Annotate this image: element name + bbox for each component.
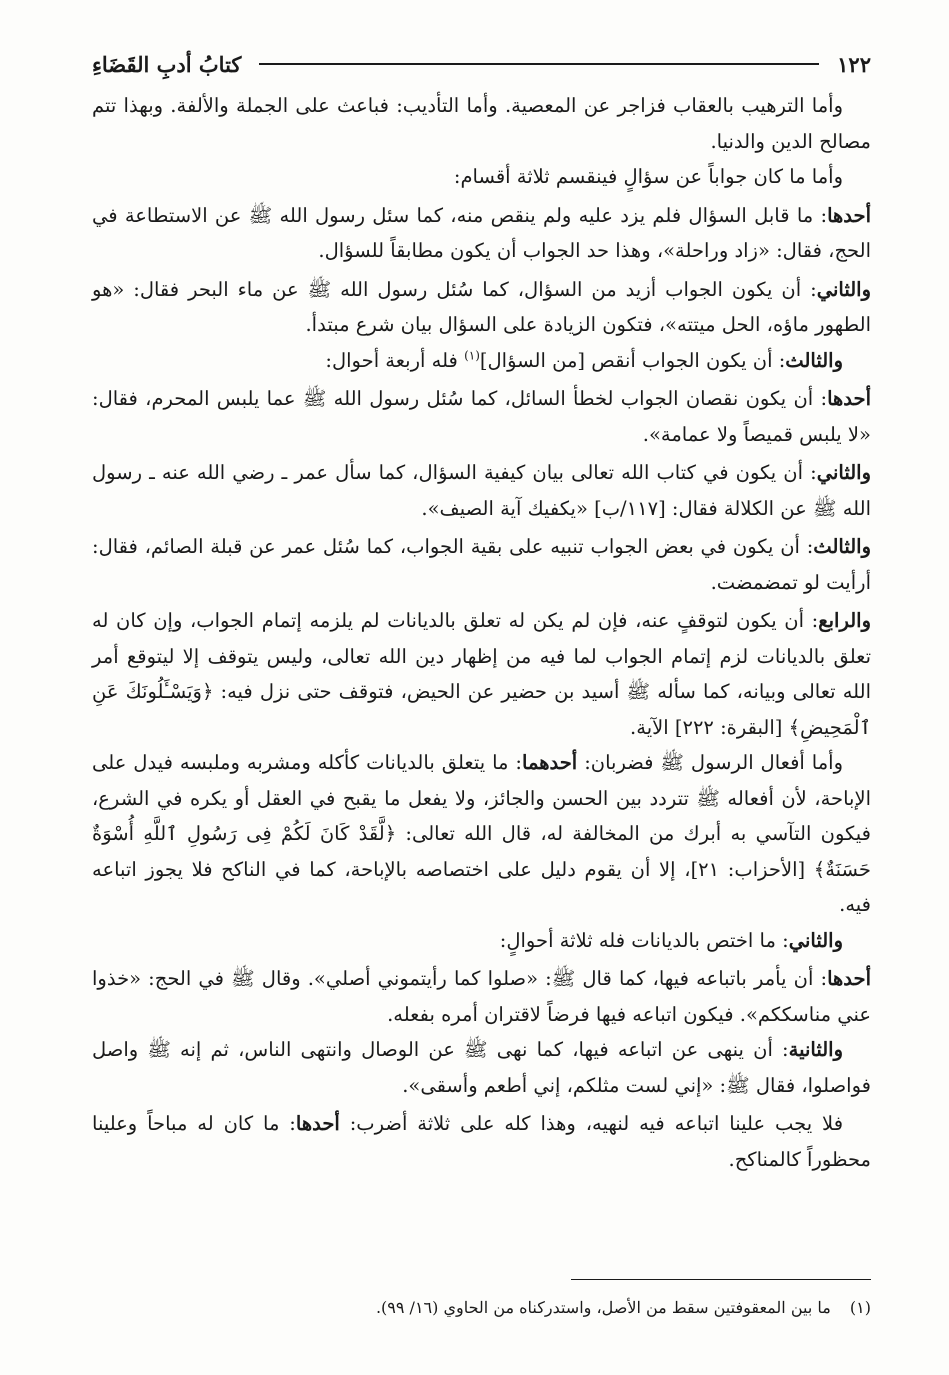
paragraph-lead: والثانية <box>788 1038 843 1061</box>
paragraph-text: : أن يكون الجواب أنقص [من السؤال] <box>479 348 786 372</box>
footnote <box>92 1295 871 1321</box>
page-number: ١٢٢ <box>837 51 871 77</box>
paragraph <box>92 159 871 195</box>
paragraph-text: : ما يتعلق بالديانات كأكله ومشربه وملبسه فيدل على الإباحة، لأن أفعاله ﷺ تتردد بين الحسن والجائز، ولا يفعل ما يقبح في العقل أو يكره في الشرع، فيكون التآسي به أبرك من المخالفة له، قال الله تعالى: ﴿لَّقَدْ كَانَ لَكُمْ فِى رَسُولِ ٱللَّهِ أُسْوَةٌ حَسَنَةٌ﴾ [الأحزاب: ٢١]، إلا أن يقوم دليل على اختصاصه بالإباحة، كما في الناكح فلا يجوز اتباعه فيه. <box>92 751 871 916</box>
paragraph-text: : أن يأمر باتباعه فيها، كما قال ﷺ: «صلوا كما رأيتموني أصلي». وقال ﷺ في الحج: «خذوا عني مناسككم». فيكون اتباعه فيها فرضاً لاقتران أمره بفعله. <box>92 967 871 1026</box>
paragraph-lead: أحدها <box>827 203 871 227</box>
paragraph-text: : أن يكون نقصان الجواب لخطأ السائل، كما سُئل رسول الله ﷺ عما يلبس المحرم، فقال: «لا يلبس قميصاً ولا عمامة». <box>92 387 871 446</box>
header-rule <box>259 63 819 65</box>
paragraph-lead: أحدهما <box>522 751 578 774</box>
footnote-marker: (١) <box>849 1298 871 1317</box>
paragraph-lead: أحدها <box>827 967 871 990</box>
paragraph <box>92 1106 871 1177</box>
paragraph-lead: والثاني <box>816 461 871 484</box>
paragraph-lead: والرابع <box>818 609 871 632</box>
paragraph-text: وأما الترهيب بالعقاب فزاجر عن المعصية. وأما التأديب: فباعث على الجملة والألفة. وبهذا تتم مصالح الدين والدنيا. <box>92 94 871 153</box>
paragraph-text: وأما ما كان جواباً عن سؤالٍ فينقسم ثلاثة أقسام: <box>453 165 843 188</box>
paragraph-text: : أن يكون لتوقفٍ عنه، فإن لم يكن له تعلق بالديانات لم يلزمه إتمام الجواب، وإن كان له تعلق بالديانات لزم إتمام الجواب لما فيه من إظهار دين الله تعالى، وليس يتوقف إلا ليتوقع أمر الله تعالى وبيانه، كما سأله ﷺ أسيد بن حضير عن الحيض، فتوقف حتى نزل فيه: ﴿وَيَسْـَٔلُونَكَ عَنِ ٱلْمَحِيضِ﴾ [البقرة: ٢٢٢] الآية. <box>92 609 871 739</box>
paragraph <box>92 529 871 600</box>
paragraph <box>92 603 871 745</box>
paragraph-text: فله أربعة أحوال: <box>325 348 465 372</box>
footnote-text: ما بين المعقوفتين سقط من الأصل، واستدركناه من الحاوي (١٦/ ٩٩). <box>375 1298 831 1317</box>
paragraph-text: فلا يجب علينا اتباعه فيه لنهيه، وهذا كله على ثلاثة أضرب: <box>339 1112 844 1135</box>
book-title: كتابُ أدبِ القَضَاءِ <box>92 51 242 77</box>
paragraph <box>92 923 871 959</box>
paragraph <box>92 88 871 159</box>
paragraph-text: : أن ينهى عن اتباعه فيها، كما نهى ﷺ عن الوصال وانتهى الناس، ثم إنه ﷺ واصل فواصلوا، فقال ﷺ: «إني لست مثلكم، إني أطعم وأسقى». <box>92 1038 871 1097</box>
paragraph <box>92 343 871 379</box>
paragraph-lead: والثاني <box>816 277 871 301</box>
paragraph-lead: والثالث <box>785 348 843 372</box>
footnote-separator <box>571 1279 871 1280</box>
paragraph-text: وأما أفعال الرسول ﷺ فضربان: <box>577 751 843 774</box>
paragraph <box>92 455 871 526</box>
paragraph <box>92 745 871 923</box>
paragraph <box>92 272 871 343</box>
paragraph-lead: أحدها <box>827 387 871 410</box>
paragraph-lead: والثالث <box>813 535 871 558</box>
page-header <box>92 44 871 84</box>
paragraph-text: : أن يكون الجواب أزيد من السؤال، كما سُئل رسول الله ﷺ عن ماء البحر فقال: «هو الطهور ماؤه، الحل ميتته»، فتكون الزيادة على السؤال بيان شرع مبتدأ. <box>92 277 871 336</box>
paragraph <box>92 1032 871 1103</box>
paragraph-text: : ما اختص بالديانات فله ثلاثة أحوالٍ: <box>499 928 789 952</box>
paragraph-text: : ما كان له مباحاً وعلينا محظوراً كالمناكح. <box>92 1112 871 1171</box>
paragraph-text: : أن يكون في كتاب الله تعالى بيان كيفية السؤال، كما سأل عمر ـ رضي الله عنه ـ رسول الله ﷺ عن الكلالة فقال: [١١٧/ب] «يكفيك آية الصيف». <box>92 461 871 520</box>
paragraph-lead: والثاني <box>788 928 843 952</box>
paragraph <box>92 381 871 452</box>
page-body <box>92 88 871 1177</box>
paragraph-lead: أحدها <box>295 1112 340 1135</box>
paragraph <box>92 961 871 1032</box>
paragraph <box>92 198 871 269</box>
paragraph-text: : أن يكون في بعض الجواب تنبيه على بقية الجواب، كما سُئل عمر عن قبلة الصائم، فقال: أرأيت لو تمضمضت. <box>92 535 871 594</box>
footnote-reference: (١) <box>464 348 480 362</box>
paragraph-text: : ما قابل السؤال فلم يزد عليه ولم ينقص منه، كما سئل رسول الله ﷺ عن الاستطاعة في الحج، فقال: «زاد وراحلة»، وهذا حد الجواب أن يكون مطابقاً للسؤال. <box>92 203 871 262</box>
